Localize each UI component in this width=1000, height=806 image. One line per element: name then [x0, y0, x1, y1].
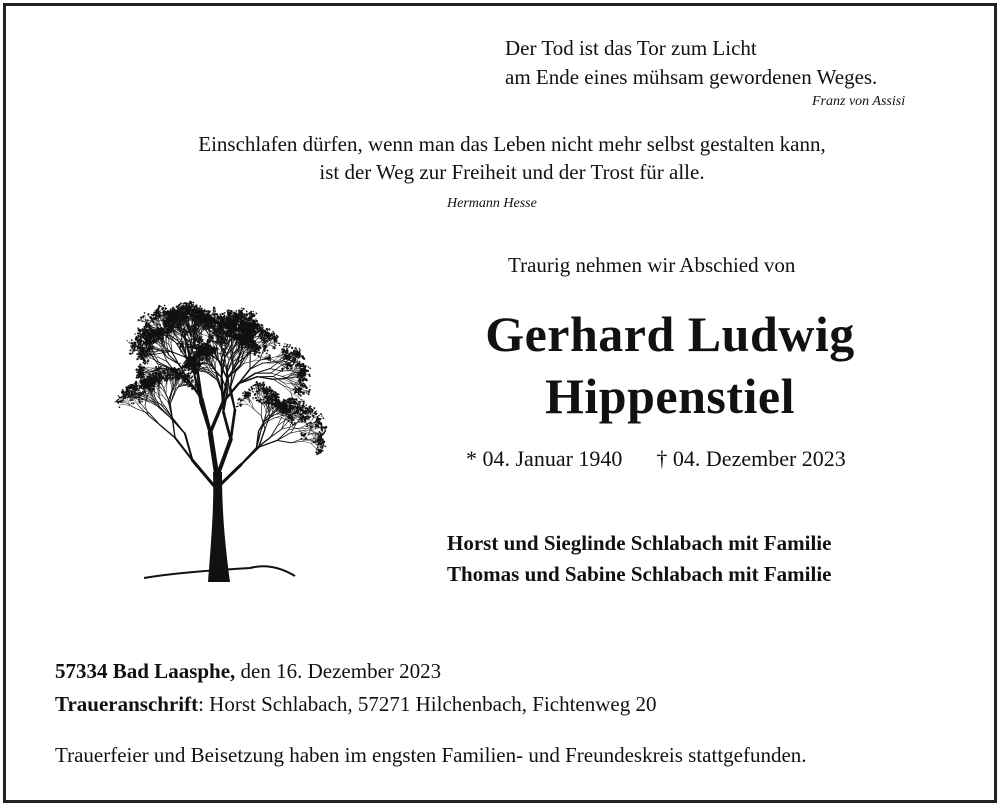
address-label: Traueranschrift: [55, 692, 199, 716]
ceremony-note: Trauerfeier und Beisetzung haben im engsten Familien- und Freundeskreis stattgefunden.: [55, 743, 807, 767]
death-date: † 04. Dezember 2023: [656, 446, 846, 471]
quote-assisi: [505, 34, 877, 92]
deceased-name: [435, 303, 905, 427]
quote-assisi-author: Franz von Assisi: [812, 94, 906, 109]
quote-hesse: [0, 130, 1000, 186]
farewell-intro: Traurig nehmen wir Abschied von: [508, 253, 796, 277]
quote-hesse-author: Hermann Hesse: [447, 196, 537, 211]
notice-date: den 16. Dezember 2023: [235, 659, 442, 683]
life-dates: [466, 446, 846, 472]
quote-assisi-line1: Der Tod ist das Tor zum Licht: [505, 36, 757, 60]
quote-assisi-line2: am Ende eines mühsam gewordenen Weges.: [505, 65, 878, 89]
address-value: : Horst Schlabach, 57271 Hilchenbach, Fichtenweg 20: [198, 692, 657, 716]
deceased-name-first: Gerhard Ludwig: [485, 306, 855, 362]
tree-icon: [100, 232, 375, 592]
mourner-line: Thomas und Sabine Schlabach mit Familie: [447, 562, 832, 586]
mourning-address: [55, 692, 656, 717]
quote-hesse-line1: Einschlafen dürfen, wenn man das Leben nicht mehr selbst gestalten kann,: [198, 132, 826, 156]
birth-date: * 04. Januar 1940: [466, 446, 623, 471]
mourners-list: [447, 528, 832, 590]
place-name: 57334 Bad Laasphe,: [55, 659, 236, 683]
place-date: [55, 659, 441, 684]
mourner-line: Horst und Sieglinde Schlabach mit Familie: [447, 531, 832, 555]
quote-hesse-line2: ist der Weg zur Freiheit und der Trost für alle.: [319, 160, 705, 184]
deceased-name-last: Hippenstiel: [545, 368, 795, 424]
